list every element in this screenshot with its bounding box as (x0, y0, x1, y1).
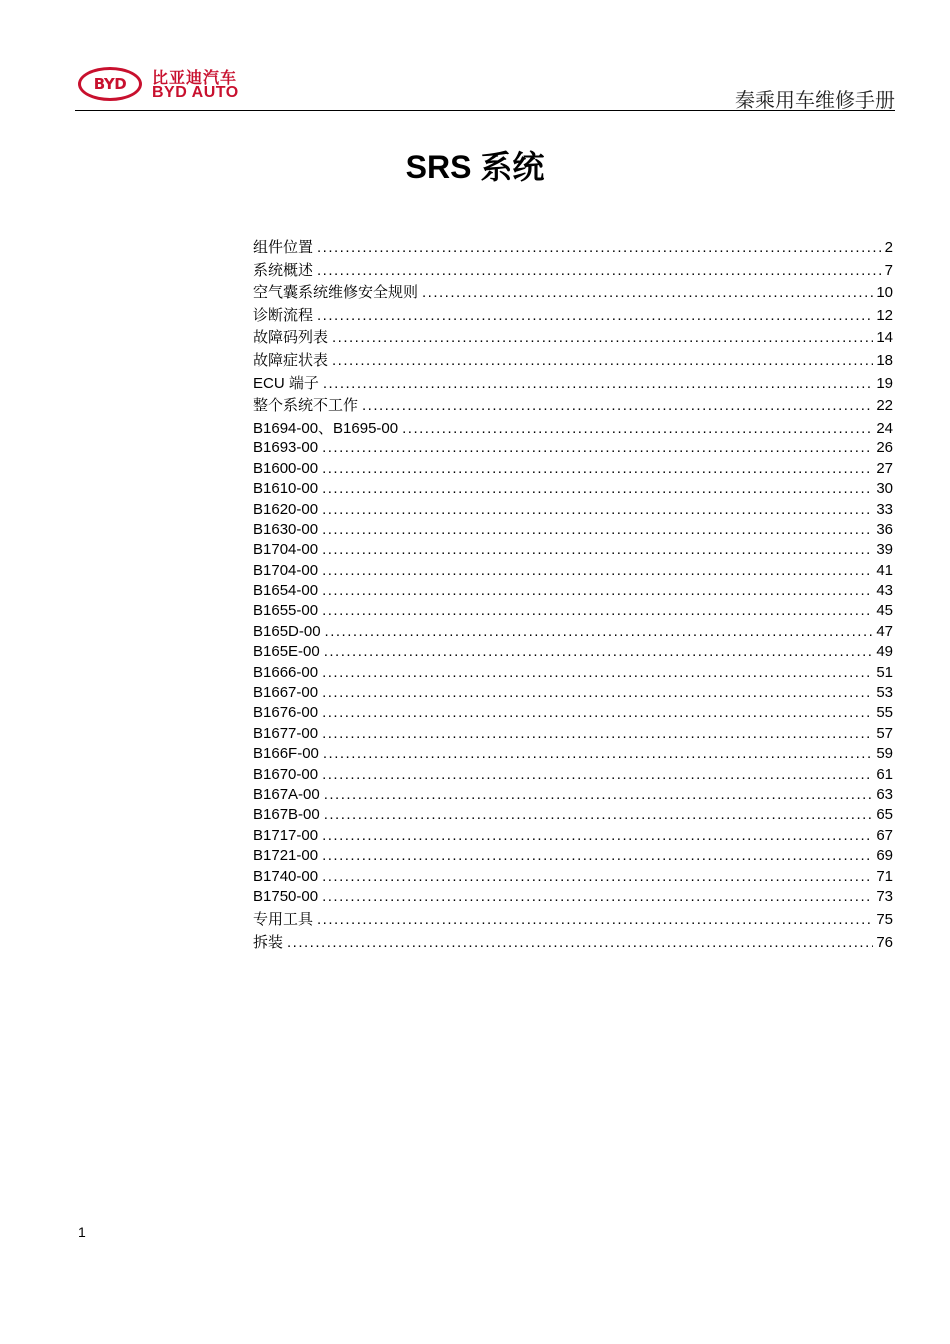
toc-dot-leader (317, 911, 873, 928)
toc-dot-leader (324, 786, 874, 803)
toc-entry-page: 65 (876, 806, 893, 824)
toc-entry-page: 30 (876, 480, 893, 498)
toc-entry-page: 55 (876, 704, 893, 722)
page-number: 1 (78, 1224, 86, 1240)
toc-entry-page: 49 (876, 643, 893, 661)
toc-entry-page: 63 (876, 785, 893, 803)
toc-entry-page: 43 (876, 582, 893, 600)
toc-entry-label: ECU 端子 (253, 374, 319, 392)
toc-entry-label: B1610-00 (253, 480, 319, 498)
toc-entry-page: 26 (876, 439, 893, 457)
toc-entry-label: 空气囊系统维修安全规则 (253, 284, 419, 302)
toc-entry[interactable] (253, 582, 893, 602)
toc-entry-label: B1721-00 (253, 847, 319, 865)
toc-dot-leader (324, 643, 874, 660)
toc-entry-page: 57 (876, 724, 893, 742)
toc-dot-leader (322, 582, 873, 599)
toc-dot-leader (322, 439, 873, 456)
toc-dot-leader (362, 397, 873, 414)
toc-entry-page: 14 (876, 329, 893, 347)
toc-entry[interactable] (253, 602, 893, 622)
toc-entry-label: B1694-00、B1695-00 (253, 419, 399, 437)
toc-entry-label: B1750-00 (253, 887, 319, 905)
toc-entry-page: 76 (876, 933, 893, 951)
toc-entry-label: B167A-00 (253, 785, 320, 803)
toc-entry-page: 73 (876, 887, 893, 905)
toc-entry-page: 36 (876, 520, 893, 538)
toc-dot-leader (332, 352, 873, 369)
toc-entry-page: 51 (876, 663, 893, 681)
toc-dot-leader (422, 284, 873, 301)
toc-dot-leader (322, 868, 873, 885)
logo-chinese-name: 比亚迪汽车 (152, 70, 238, 87)
toc-dot-leader (322, 725, 873, 742)
toc-entry-label: B165E-00 (253, 643, 320, 661)
toc-entry-label: 整个系统不工作 (253, 397, 359, 415)
toc-dot-leader (324, 806, 874, 823)
toc-entry[interactable] (253, 888, 893, 908)
toc-entry[interactable] (253, 372, 893, 395)
toc-entry-label: 系统概述 (253, 261, 314, 279)
toc-dot-leader (317, 239, 882, 256)
toc-entry-label: B1670-00 (253, 765, 319, 783)
toc-dot-leader (322, 888, 873, 905)
header-divider (75, 110, 895, 111)
toc-entry[interactable] (253, 643, 893, 663)
toc-entry-page: 27 (876, 459, 893, 477)
toc-entry[interactable] (253, 868, 893, 888)
toc-entry[interactable] (253, 541, 893, 561)
toc-dot-leader (317, 262, 882, 279)
toc-dot-leader (322, 827, 873, 844)
toc-entry-page: 41 (876, 561, 893, 579)
byd-logo-mark (78, 67, 142, 101)
toc-entry[interactable] (253, 562, 893, 582)
toc-entry-page: 22 (876, 397, 893, 415)
toc-dot-leader (322, 541, 873, 558)
toc-entry-label: 拆装 (253, 933, 284, 951)
toc-dot-leader (287, 934, 873, 951)
toc-dot-leader (322, 766, 873, 783)
toc-entry-label: B166F-00 (253, 745, 319, 763)
toc-entry-label: B1630-00 (253, 520, 319, 538)
toc-entry-label: 故障症状表 (253, 351, 329, 369)
toc-entry[interactable] (253, 745, 893, 765)
page-title: SRS 系统 (405, 149, 545, 185)
toc-entry-label: B1740-00 (253, 867, 319, 885)
toc-entry-label: 组件位置 (253, 239, 314, 256)
toc-dot-leader (323, 375, 873, 392)
toc-dot-leader (322, 704, 873, 721)
toc-dot-leader (322, 684, 873, 701)
toc-entry[interactable] (253, 684, 893, 704)
toc-entry[interactable] (253, 259, 893, 282)
toc-entry-page: 33 (876, 500, 893, 518)
toc-entry[interactable] (253, 326, 893, 349)
toc-dot-leader (322, 480, 873, 497)
toc-entry-label: B1620-00 (253, 500, 319, 518)
toc-dot-leader (322, 501, 873, 518)
manual-title: 秦乘用车维修手册 (735, 88, 895, 112)
toc-entry-page: 69 (876, 847, 893, 865)
toc-entry[interactable] (253, 281, 893, 304)
toc-entry[interactable] (253, 394, 893, 417)
toc-entry-page: 24 (876, 419, 893, 437)
table-of-contents (253, 236, 893, 954)
toc-entry[interactable] (253, 480, 893, 500)
toc-entry[interactable] (253, 847, 893, 867)
toc-entry-label: B1704-00 (253, 561, 319, 579)
toc-entry-label: B1693-00 (253, 439, 319, 457)
toc-entry[interactable] (253, 766, 893, 786)
logo-mark-text: BYD (93, 75, 127, 93)
toc-entry[interactable] (253, 236, 893, 259)
toc-dot-leader (322, 521, 873, 538)
toc-entry[interactable] (253, 806, 893, 826)
toc-entry-page: 2 (884, 239, 893, 256)
toc-entry[interactable] (253, 786, 893, 806)
toc-entry-label: B1666-00 (253, 663, 319, 681)
toc-entry-page: 12 (876, 306, 893, 324)
toc-entry[interactable] (253, 439, 893, 459)
toc-entry[interactable] (253, 704, 893, 724)
toc-dot-leader (322, 562, 873, 579)
toc-entry-label: 故障码列表 (253, 329, 329, 347)
toc-entry-page: 45 (876, 602, 893, 620)
toc-entry-page: 67 (876, 826, 893, 844)
toc-entry-label: B1677-00 (253, 724, 319, 742)
toc-entry-page: 18 (876, 351, 893, 369)
logo-english-name: BYD AUTO (152, 84, 239, 101)
toc-entry[interactable] (253, 725, 893, 745)
toc-entry-page: 75 (876, 911, 893, 929)
toc-entry[interactable] (253, 931, 893, 954)
toc-entry-page: 10 (876, 284, 893, 302)
toc-entry-label: B1654-00 (253, 582, 319, 600)
toc-entry-label: 专用工具 (253, 911, 314, 929)
toc-dot-leader (322, 460, 873, 477)
toc-dot-leader (322, 847, 873, 864)
toc-entry-label: B1704-00 (253, 541, 319, 559)
toc-entry[interactable] (253, 501, 893, 521)
toc-entry-page: 71 (876, 867, 893, 885)
toc-dot-leader (317, 307, 873, 324)
toc-entry-label: 诊断流程 (253, 306, 314, 324)
toc-entry-page: 19 (876, 374, 893, 392)
toc-entry[interactable] (253, 521, 893, 541)
toc-entry-label: B167B-00 (253, 806, 320, 824)
toc-entry[interactable] (253, 304, 893, 327)
toc-dot-leader (325, 623, 874, 640)
toc-dot-leader (323, 745, 873, 762)
toc-entry[interactable] (253, 417, 893, 440)
toc-entry[interactable] (253, 664, 893, 684)
toc-entry[interactable] (253, 908, 893, 931)
toc-entry-label: B1667-00 (253, 684, 319, 702)
toc-entry-page: 7 (884, 261, 893, 279)
toc-entry-page: 61 (876, 765, 893, 783)
toc-dot-leader (332, 329, 873, 346)
toc-entry-label: B1717-00 (253, 826, 319, 844)
toc-entry-page: 59 (876, 745, 893, 763)
toc-entry[interactable] (253, 460, 893, 480)
toc-dot-leader (322, 664, 873, 681)
toc-entry-label: B1655-00 (253, 602, 319, 620)
toc-entry-page: 47 (876, 622, 893, 640)
toc-entry-page: 39 (876, 541, 893, 559)
toc-entry-page: 53 (876, 684, 893, 702)
toc-dot-leader (322, 602, 873, 619)
toc-entry-label: B1676-00 (253, 704, 319, 722)
toc-entry[interactable] (253, 623, 893, 643)
toc-entry[interactable] (253, 827, 893, 847)
byd-logo (78, 65, 268, 105)
toc-dot-leader (402, 420, 873, 437)
toc-entry-label: B165D-00 (253, 622, 321, 640)
toc-entry-label: B1600-00 (253, 459, 319, 477)
toc-entry[interactable] (253, 349, 893, 372)
